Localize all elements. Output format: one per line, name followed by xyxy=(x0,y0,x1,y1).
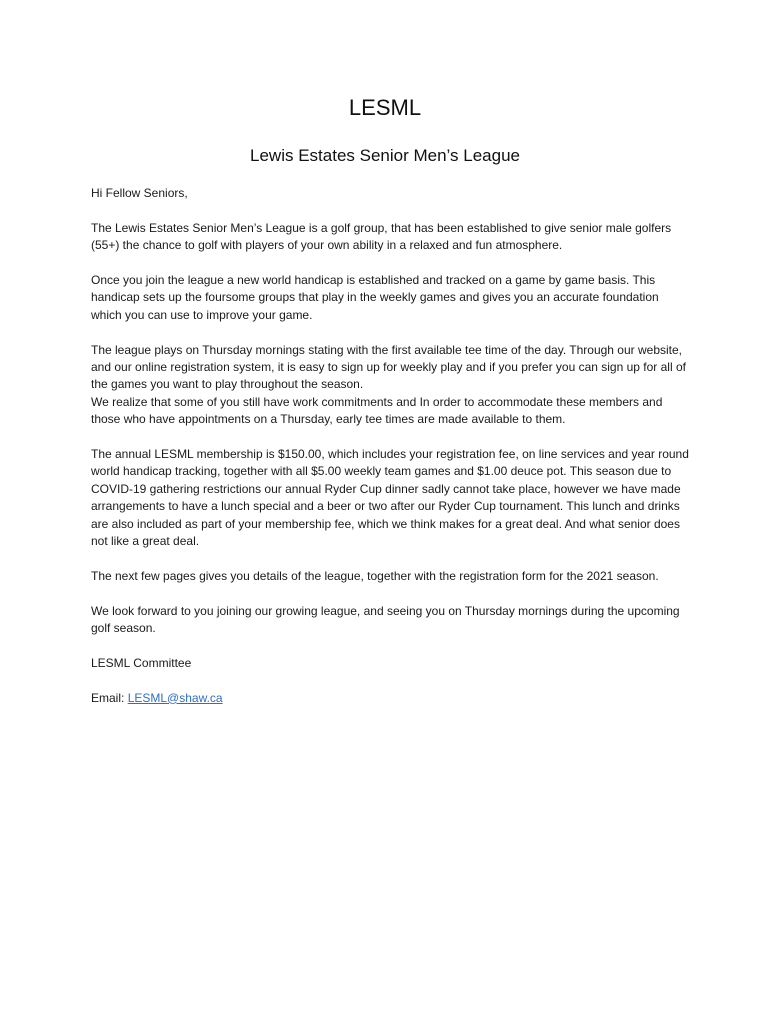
document-subtitle: Lewis Estates Senior Men’s League xyxy=(250,146,520,165)
paragraph-early-tee-times: We realize that some of you still have work commitments and In order to accommodate these members and those who have appointments on a Thursday, early tee times are made available to them. xyxy=(91,394,663,427)
paragraph-closing: We look forward to you joining our growing league, and seeing you on Thursday mornings during the upcoming golf season. xyxy=(91,603,680,636)
paragraph-intro: The Lewis Estates Senior Men’s League is a golf group, that has been established to give senior male golfers (55+) the chance to golf with players of your own ability in a relaxed and fun atmosphere. xyxy=(91,220,672,253)
paragraph-membership: The annual LESML membership is $150.00, which includes your registration fee, on line services and year round world handicap tracking, together with all $5.00 weekly team games and $1.00 deuce pot. This season due to COVID-19 gathering restrictions our annual Ryder Cup dinner sadly cannot take place, however we have made arrangements to have a lunch special and a beer or two after our Ryder Cup tournament. This lunch and drinks are also included as part of your membership fee, which we think makes for a great deal. And what senior does not like a great deal. xyxy=(91,447,689,549)
paragraph-next-pages: The next few pages gives you details of the league, together with the registration form for the 2021 season. xyxy=(91,568,659,583)
paragraph-schedule: The league plays on Thursday mornings stating with the first available tee time of the day. Through our website, and our online registration system, it is easy to sign up for weekly play and if you prefer you can sign up for all of the games you want to play throughout the season. xyxy=(91,342,686,392)
greeting: Hi Fellow Seniors, xyxy=(91,186,188,200)
letter-body xyxy=(91,185,691,724)
email-label: Email: xyxy=(91,690,125,705)
document-title: LESML xyxy=(348,95,422,120)
signature: LESML Committee xyxy=(91,655,192,670)
email-link[interactable]: LESML@shaw.ca xyxy=(127,690,223,705)
email-line xyxy=(91,690,691,707)
paragraph-handicap: Once you join the league a new world handicap is established and tracked on a game by game basis. This handicap sets up the foursome groups that play in the weekly games and gives you an accurate foundation which you can use to improve your game. xyxy=(91,273,659,322)
